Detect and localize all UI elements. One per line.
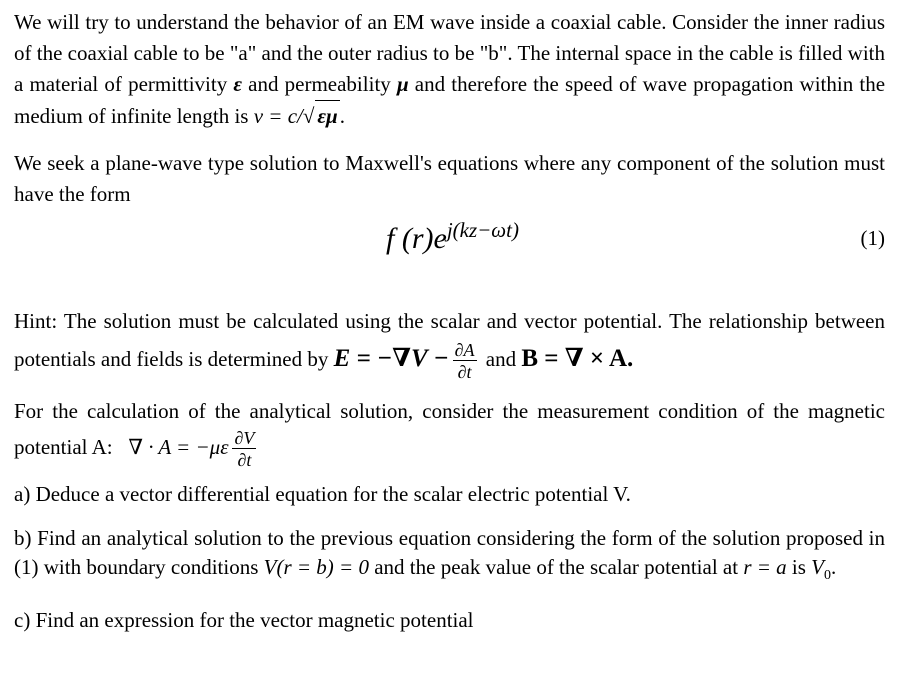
speed-text: and therefore the speed of wave propagation within the medium of infinite length is (14, 72, 886, 128)
e-field-equation: E = −∇V − (333, 345, 449, 372)
permeability-symbol: μ (396, 72, 409, 96)
dv-dt-fraction: $\frac{\partial V}{\partial t}$ (234, 428, 255, 471)
permittivity-symbol: ε (233, 72, 243, 96)
equation-1-number: (1) (860, 226, 885, 250)
solution-form-text: We seek a plane-wave type solution to Maxwell's equations where any component of the solution must have the form (14, 151, 885, 206)
intro-text: We will try to understand the behavior of an EM wave inside a coaxial cable. Consider the inner radius of the coaxial cable to be "a" and the outer radius to be "b". The internal space in the cable is filled with a material of permittivity (14, 10, 885, 96)
permeability-text: and permeability (248, 72, 391, 96)
intro-end: . (339, 104, 345, 128)
gauge-text: For the calculation of the analytical solution, consider the measurement condition of the magnetic potential A: (14, 399, 885, 460)
speed-radicand: εμ (315, 100, 339, 132)
solution-form-paragraph (14, 148, 885, 210)
part-c (14, 605, 885, 636)
equation-1-row (14, 210, 885, 280)
peak-potential: $V_0$ (811, 555, 831, 584)
part-b-text: b) Find an analytical solution to the previous equation considering the form of the solution proposed in (1) with boundary conditions (14, 526, 885, 580)
b-field-equation: B = ∇ × A. (521, 345, 634, 372)
gauge-equation: ∇ · A = −με (128, 435, 229, 460)
part-a (14, 479, 885, 510)
boundary-condition: V(r = b) = 0 (263, 555, 369, 580)
r-equals-a: r = a (743, 555, 787, 580)
part-b-text-2: and the peak value of the scalar potential at (374, 555, 739, 580)
da-dt-fraction: $\frac{\partial A}{\partial t}$ (454, 340, 475, 383)
part-c-text: c) Find an expression for the vector magnetic potential (14, 607, 474, 632)
equation-1-exponent: j(kz−ωt) (446, 218, 519, 242)
gauge-paragraph (14, 393, 885, 469)
hint-text: Hint: The solution must be calculated using the scalar and vector potential. The relationship between potentials and fields is determined by (14, 309, 885, 371)
part-a-text: a) Deduce a vector differential equation for the scalar electric potential V. (14, 482, 631, 507)
part-b (14, 524, 885, 590)
part-b-end: . (831, 555, 837, 580)
equation-1: f $(r)e^{j(kz-\omega t)}$ (386, 218, 519, 255)
hint-and: and (485, 347, 517, 371)
intro-paragraph (14, 7, 885, 132)
part-b-is: is (791, 555, 806, 580)
speed-formula: v = c/√ εμ (254, 104, 340, 128)
hint-paragraph (14, 302, 885, 381)
